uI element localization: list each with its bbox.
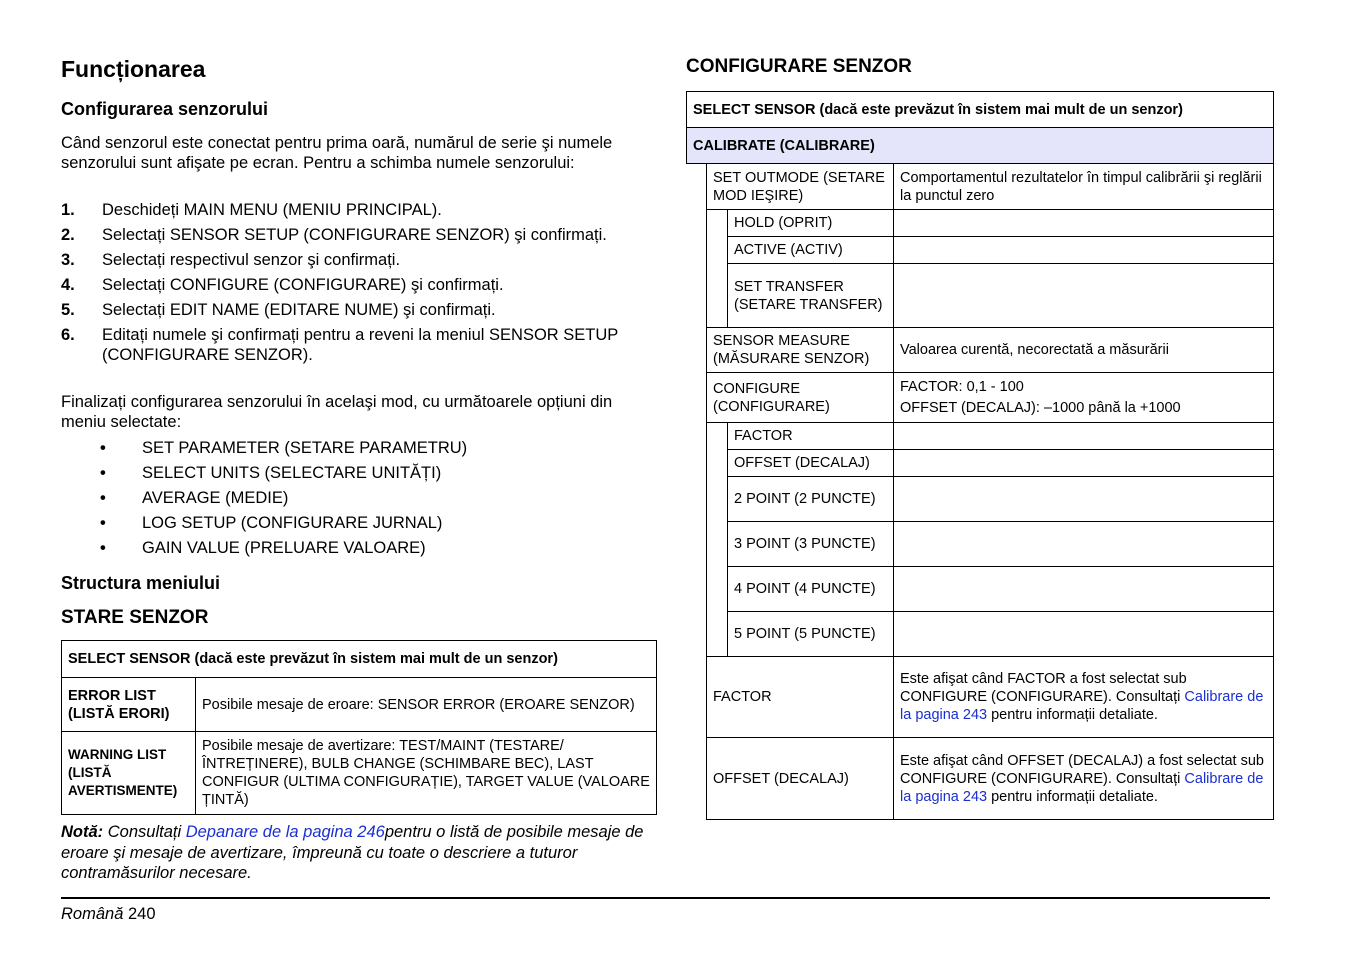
step-number: 2.: [61, 226, 75, 244]
bullet-item: [100, 488, 640, 508]
page-number: 240: [127, 905, 156, 923]
page-title: Funcționarea: [61, 56, 206, 82]
submenu-cell: FACTOR: [728, 423, 894, 450]
factor-desc-text: pentru informații detaliate.: [987, 707, 1158, 723]
note-paragraph: [61, 822, 651, 884]
configure-desc-line: OFFSET (DECALAJ): –1000 până la +1000: [900, 400, 1181, 416]
table-row: [687, 92, 1274, 128]
measure-label-cell: SENSOR MEASURE (MĂSURARE SENZOR): [707, 328, 894, 373]
table-row: [62, 678, 657, 732]
bullet-text: LOG SETUP (CONFIGURARE JURNAL): [142, 514, 443, 532]
step-item: [61, 225, 641, 245]
table-row: [687, 738, 1274, 820]
step-text: Selectați SENSOR SETUP (CONFIGURARE SENZOR) şi confirmați.: [102, 226, 607, 244]
note-text: pentru o listă de posibile mesaje de eroare şi mesaje de avertizare, împreună cu toate o descriere a tuturor contramăsurilor necesare.: [61, 823, 644, 882]
step-item: [61, 250, 641, 270]
submenu-cell: 3 POINT (3 PUNCTE): [728, 522, 894, 567]
table-row: [687, 522, 1274, 567]
table-row: [687, 164, 1274, 210]
sensor-status-table: [61, 640, 657, 815]
empty-desc-cell: [894, 567, 1274, 612]
factor-desc-cell: [894, 657, 1274, 738]
submenu-cell: OFFSET (DECALAJ): [728, 450, 894, 477]
calibrate-cell: CALIBRATE (CALIBRARE): [687, 128, 1274, 164]
empty-desc-cell: [894, 522, 1274, 567]
configure-desc-cell: [894, 373, 1274, 423]
footer: [61, 905, 156, 924]
bullet-text: SELECT UNITS (SELECTARE UNITĂȚI): [142, 464, 442, 482]
bullet-item: [100, 463, 640, 483]
step-number: 5.: [61, 301, 75, 319]
bullet-item: [100, 513, 640, 533]
bullet-text: SET PARAMETER (SETARE PARAMETRU): [142, 439, 468, 457]
table-row: [687, 237, 1274, 264]
table-header-cell: SELECT SENSOR (dacă este prevăzut în sistem mai mult de un senzor): [62, 641, 657, 678]
steps-list: [61, 200, 641, 370]
step-text: Selectați CONFIGURE (CONFIGURARE) şi confirmați.: [102, 276, 504, 294]
sensor-config-table: [686, 91, 1274, 820]
submenu-cell: 4 POINT (4 PUNCTE): [728, 567, 894, 612]
bullet-item: [100, 538, 640, 558]
step-number: 4.: [61, 276, 75, 294]
step-number: 1.: [61, 201, 75, 219]
step-text: Deschideți MAIN MENU (MENIU PRINCIPAL).: [102, 201, 442, 219]
bullet-item: [100, 438, 640, 458]
calibration-link[interactable]: Calibrare de la pagina 243: [900, 770, 1264, 805]
footer-rule: [61, 897, 1270, 899]
table-row: [62, 732, 657, 815]
table-row: [62, 641, 657, 678]
table-desc-cell: Posibile mesaje de eroare: SENSOR ERROR (EROARE SENZOR): [196, 678, 657, 732]
table-row: [687, 373, 1274, 423]
factor-desc-text: Este afişat când FACTOR a fost selectat sub CONFIGURE (CONFIGURARE). Consultați: [900, 671, 1187, 705]
empty-desc-cell: [894, 612, 1274, 657]
table-row: [687, 128, 1274, 164]
note-label: Notă:: [61, 823, 104, 841]
table-row: [687, 210, 1274, 237]
submenu-cell: ACTIVE (ACTIV): [728, 237, 894, 264]
empty-desc-cell: [894, 423, 1274, 450]
select-sensor-cell: SELECT SENSOR (dacă este prevăzut în sistem mai mult de un senzor): [687, 92, 1274, 128]
submenu-cell: SET TRANSFER (SETARE TRANSFER): [728, 264, 894, 328]
table-row: [687, 264, 1274, 328]
factor-label-cell: FACTOR: [707, 657, 894, 738]
step-item: [61, 200, 641, 220]
measure-desc-cell: Valoarea curentă, necorectată a măsurării: [894, 328, 1274, 373]
step-number: 3.: [61, 251, 75, 269]
table-label-cell: WARNING LIST (LISTĂ AVERTISMENTE): [62, 732, 196, 815]
offset-desc-cell: [894, 738, 1274, 820]
table-row: [687, 423, 1274, 450]
section-heading-sensor-config: Configurarea senzorului: [61, 99, 269, 119]
table-row: [687, 567, 1274, 612]
bullet-text: AVERAGE (MEDIE): [142, 489, 289, 507]
options-list: [100, 438, 640, 563]
table-label-cell: ERROR LIST (LISTĂ ERORI): [62, 678, 196, 732]
empty-desc-cell: [894, 450, 1274, 477]
bullet-icon: •: [100, 464, 106, 482]
step-text: Selectați respectivul senzor şi confirmați.: [102, 251, 401, 269]
bullet-text: GAIN VALUE (PRELUARE VALOARE): [142, 539, 426, 557]
submenu-cell: 2 POINT (2 PUNCTE): [728, 477, 894, 522]
empty-desc-cell: [894, 210, 1274, 237]
empty-desc-cell: [894, 477, 1274, 522]
step-text: Selectați EDIT NAME (EDITARE NUME) şi confirmați.: [102, 301, 496, 319]
footer-language: Română: [61, 905, 124, 923]
table-row: [687, 657, 1274, 738]
step-item: [61, 300, 641, 320]
outmode-label-cell: SET OUTMODE (SETARE MOD IEŞIRE): [707, 164, 894, 210]
note-text: Consultați: [103, 823, 186, 841]
bullet-icon: •: [100, 439, 106, 457]
configure-label-cell: CONFIGURE (CONFIGURARE): [707, 373, 894, 423]
troubleshooting-link[interactable]: Depanare de la pagina 246: [185, 823, 385, 841]
configure-desc-line: FACTOR: 0,1 - 100: [900, 379, 1024, 395]
sensor-config-heading: CONFIGURARE SENZOR: [686, 56, 912, 77]
intro-paragraph: Când senzorul este conectat pentru prima oară, numărul de serie şi numele senzorului sunt afişate pe ecran. Pentru a schimba numele senzorului:: [61, 134, 613, 172]
step-text: Editați numele şi confirmați pentru a reveni la meniul SENSOR SETUP (CONFIGURARE SENZOR).: [102, 326, 618, 364]
table-row: [687, 612, 1274, 657]
table-row: [687, 450, 1274, 477]
step-item: [61, 275, 641, 295]
empty-desc-cell: [894, 264, 1274, 328]
step-item: [61, 325, 641, 365]
submenu-cell: HOLD (OPRIT): [728, 210, 894, 237]
offset-desc-text: pentru informații detaliate.: [987, 788, 1158, 805]
bullet-icon: •: [100, 489, 106, 507]
offset-label-cell: OFFSET (DECALAJ): [707, 738, 894, 820]
subheading-sensor-status: STARE SENZOR: [61, 607, 209, 628]
outmode-desc-cell: Comportamentul rezultatelor în timpul calibrării şi reglării la punctul zero: [894, 164, 1274, 210]
bullet-icon: •: [100, 539, 106, 557]
table-row: [687, 477, 1274, 522]
empty-desc-cell: [894, 237, 1274, 264]
after-paragraph: Finalizați configurarea senzorului în acelaşi mod, cu următoarele opțiuni din meniu selectate:: [61, 393, 613, 431]
section-heading-menu-structure: Structura meniului: [61, 573, 221, 593]
table-desc-cell: Posibile mesaje de avertizare: TEST/MAINT (TESTARE/ ÎNTREȚINERE), BULB CHANGE (SCHIMBARE BEC), LAST CONFIGUR (ULTIMA CONFIGURAȚIE), TARGET VALUE (VALOARE ȚINTĂ): [196, 732, 657, 815]
submenu-cell: 5 POINT (5 PUNCTE): [728, 612, 894, 657]
offset-desc-text: Este afişat când OFFSET (DECALAJ) a fost selectat sub CONFIGURE (CONFIGURARE). Consultați: [900, 752, 1264, 787]
step-number: 6.: [61, 326, 75, 344]
table-row: [687, 328, 1274, 373]
calibration-link[interactable]: Calibrare de la pagina 243: [900, 689, 1264, 723]
bullet-icon: •: [100, 514, 106, 532]
